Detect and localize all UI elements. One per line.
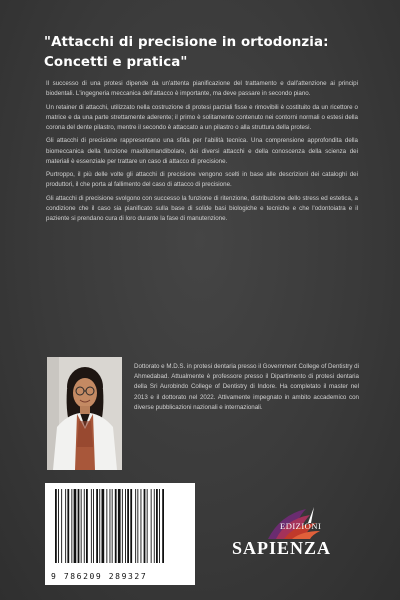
barcode-graphic (45, 483, 195, 569)
barcode-bar (112, 489, 113, 563)
publisher-logo (230, 505, 370, 575)
barcode-bar (151, 489, 152, 563)
barcode-bar (156, 489, 158, 563)
barcode-bar (99, 489, 100, 563)
barcode-bar (141, 489, 142, 563)
barcode-bar (96, 489, 98, 563)
barcode-bar (147, 489, 148, 563)
barcode-bar (67, 489, 69, 563)
description-paragraph: Il successo di una protesi dipende da un'attenta pianificazione del trattamento e dall'attenzione ai principi biodentali. L'ingegneria meccanica dell'attacco è importante, ma deve passare in secondo piano. (46, 80, 358, 98)
description-paragraph: Purtroppo, il più delle volte gli attacchi di precisione vengono scelti in base alle descrizioni dei cataloghi dei produttori, il che porta al fallimento del caso di attacco di precisione. (46, 171, 358, 189)
barcode-bar (102, 489, 105, 563)
barcode-bar (127, 489, 129, 563)
isbn-digits: 9 786209 289327 (51, 572, 148, 581)
barcode-bar (137, 489, 138, 563)
publisher-name: SAPIENZA (232, 538, 332, 558)
description-paragraph: Gli attacchi di precisione svolgono con successo la funzione di ritenzione, distribuzione dello stress ed estetica, a condizione che il caso sia pianificato sulla base di solide basi biologiche e tecniche e che l'odontoiatra e il paziente si prendano cura di loro durante la fase di manutenzione. (46, 194, 358, 223)
barcode-bar (81, 489, 82, 563)
barcode-bar (74, 489, 77, 563)
barcode-bar (122, 489, 123, 563)
barcode-bar (154, 489, 155, 563)
barcode-bar (86, 489, 88, 563)
barcode-bar (91, 489, 92, 563)
book-description (46, 79, 358, 228)
barcode-bar (71, 489, 72, 563)
barcode-bar (125, 489, 126, 563)
publisher-edizioni: EDIZIONI (280, 521, 322, 531)
barcode-bar (106, 489, 107, 563)
barcode-bar (159, 489, 160, 563)
barcode-bar (144, 489, 146, 563)
barcode-bar (55, 489, 57, 563)
barcode-bar (61, 489, 62, 563)
description-paragraph: Un retainer di attacchi, utilizzato nella costruzione di protesi parziali fisse e rimovibili è costituito da un ricettore o matrice e da una parte strettamente aderente; il primo è solitamente contenuto nei contorni normali o estesi della corona del dente pilastro, mentre il secondo è attaccato a un pilastro o alla struttura della protesi. (46, 103, 358, 131)
isbn-barcode (45, 483, 195, 585)
book-title: "Attacchi di precisione in ortodonzia: Concetti e pratica" (44, 35, 329, 70)
barcode-bar (58, 489, 59, 563)
barcode-bar (118, 489, 121, 563)
barcode-bar (78, 489, 80, 563)
barcode-bar (84, 489, 85, 563)
author-photo (47, 357, 122, 470)
author-bio: Dottorato e M.D.S. in protesi dentaria presso il Government College of Dentistry di Ahmedabad. Attualmente è professore presso il Dipartimento di protesi dentaria della Sri Aurobindo College of Dentistry di Indore. Ha completato il master nel 2013 e il dottorato nel 2022. Attivamente impegnato in ambito accademico con diverse pubblicazioni nazionali e internazionali. (134, 363, 359, 411)
barcode-bar (135, 489, 136, 563)
barcode-bar (110, 489, 111, 563)
author-portrait-icon (47, 357, 122, 470)
barcode-bar (115, 489, 117, 563)
barcode-bar (162, 489, 164, 563)
description-paragraph: Gli attacchi di precisione rappresentano una sfida per l'abilità tecnica. Una comprensione approfondita della biomeccanica della funzione maxillomandibolare, dei diversi attacchi e della conoscenza della scienza dei materiali è essenziale per trattare un caso di attacco di precisione. (46, 137, 358, 165)
barcode-bar (130, 489, 132, 563)
barcode-bar (93, 489, 94, 563)
barcode-bar (65, 489, 66, 563)
